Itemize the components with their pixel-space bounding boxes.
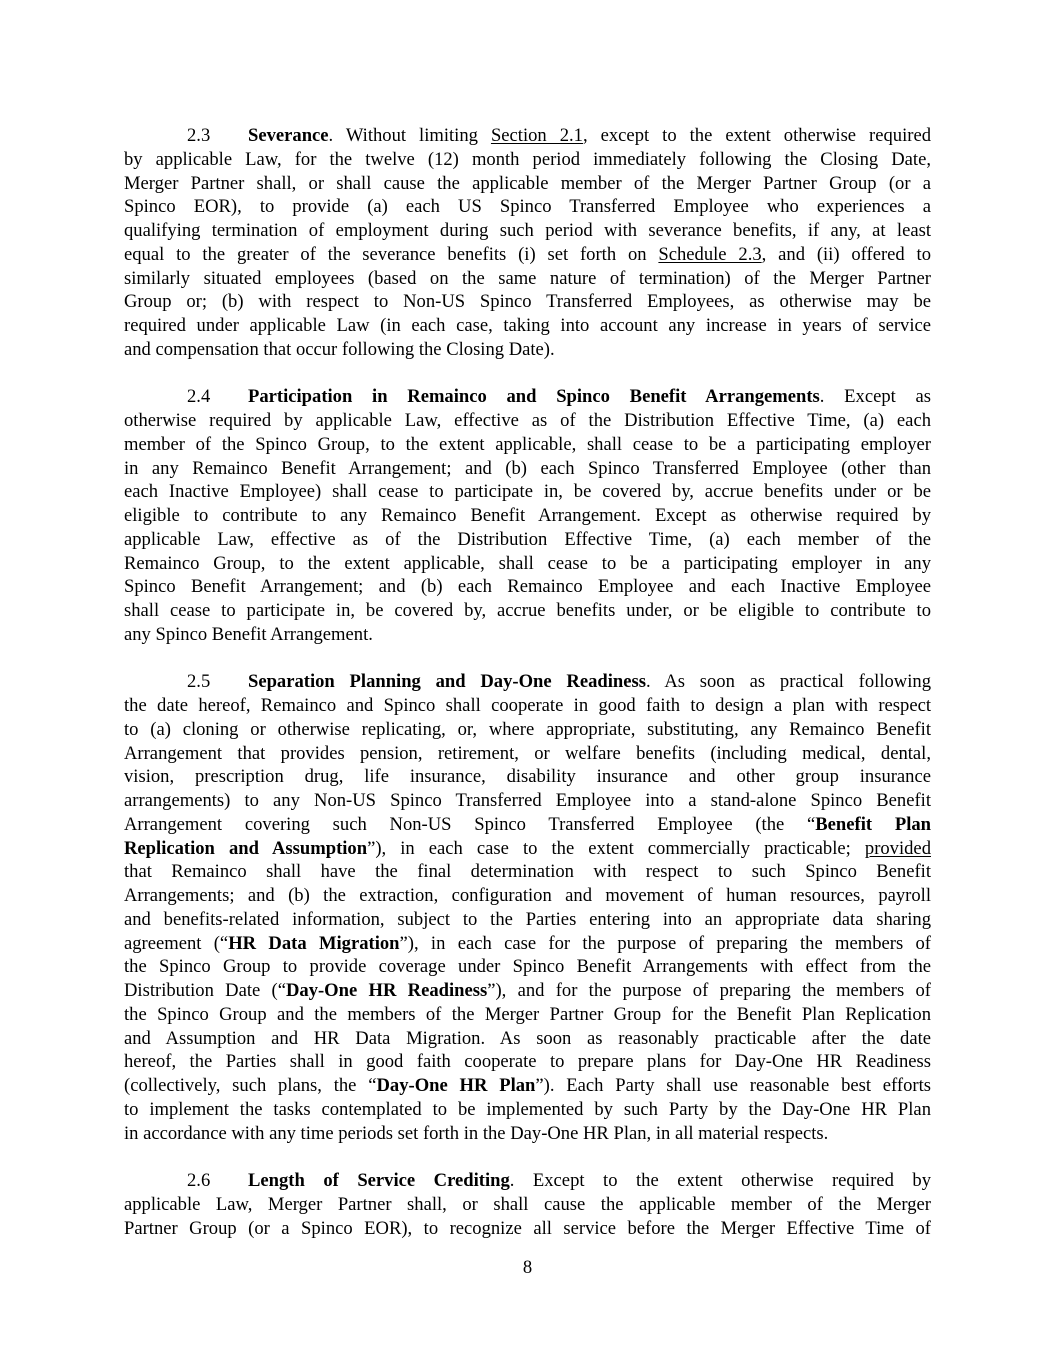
text-line (124, 1003, 931, 1027)
text-line (124, 1050, 931, 1074)
text-line (124, 789, 931, 813)
body-text: Arrangements; and (b) the extraction, configuration and movement of human resources, payroll (124, 885, 931, 906)
body-text: ”), in each case for the purpose of preparing the members of (399, 932, 931, 954)
body-text: any Spinco Benefit Arrangement. (124, 623, 373, 645)
body-text: shall cease to participate in, be covered by, accrue benefits under, or be eligible to contribute to (124, 600, 931, 621)
body-text: to implement the tasks contemplated to be implemented by such Party by the Day-One HR Plan (124, 1098, 931, 1120)
defined-term: HR Data Migration (228, 932, 400, 954)
body-text: vision, prescription drug, life insurance, disability insurance and other group insurance (124, 766, 931, 788)
body-text: required under applicable Law (in each case, taking into account any increase in years of service (124, 315, 931, 336)
text-line (124, 860, 931, 884)
section-heading: Severance (248, 125, 329, 146)
text-line (124, 409, 931, 433)
section-2-4 (124, 385, 931, 646)
text-line (124, 670, 931, 694)
body-text: ”). Each Party shall use reasonable best efforts (535, 1075, 931, 1096)
body-text: to (a) cloning or otherwise replicating, or, where appropriate, substituting, any Remainco Benefit (124, 718, 931, 740)
text-line (124, 243, 931, 267)
text-line (124, 623, 931, 647)
text-line (124, 148, 931, 172)
text-line (124, 1098, 931, 1122)
body-text: similarly situated employees (based on the same nature of termination) of the Merger Partner (124, 267, 931, 289)
body-text: Spinco EOR), to provide (a) each US Spinco Transferred Employee who experiences a (124, 196, 931, 218)
body-text: hereof, the Parties shall in good faith cooperate to prepare plans for Day-One HR Readiness (124, 1051, 931, 1073)
section-2-5 (124, 670, 931, 1145)
body-text: and benefits-related information, subject to the Parties entering into an appropriate data sharing (124, 908, 931, 930)
text-line (124, 457, 931, 481)
section-number: 2.3 (187, 125, 211, 146)
body-text: ”), and for the purpose of preparing the members of (487, 980, 931, 1001)
body-text: . As soon as practical following (645, 671, 931, 693)
text-line (124, 765, 931, 789)
body-text: , and (ii) offered to (761, 243, 932, 265)
body-text: Merger Partner shall, or shall cause the applicable member of the Merger Partner Group (or a (124, 172, 931, 194)
section-number: 2.4 (187, 386, 211, 408)
defined-term: Replication and Assumption (124, 837, 368, 859)
text-line (124, 267, 931, 291)
section-heading: Separation Planning and Day-One Readiness (248, 671, 646, 693)
text-line (124, 1027, 931, 1051)
cross-reference: provided (864, 837, 931, 859)
document-body (124, 124, 931, 1264)
text-line (124, 195, 931, 219)
body-text: Group or; (b) with respect to Non-US Spinco Transferred Employees, as otherwise may be (124, 291, 931, 313)
body-text: and Assumption and HR Data Migration. As soon as reasonably practicable after the date (124, 1027, 931, 1049)
text-line (124, 837, 931, 861)
body-text: Spinco Benefit Arrangement; and (b) each Remainco Employee and each Inactive Employee (124, 576, 931, 598)
text-line (124, 172, 931, 196)
text-line (124, 599, 931, 623)
body-text: qualifying termination of employment during such period with severance benefits, if any, at least (124, 220, 931, 241)
section-number: 2.6 (187, 1170, 211, 1191)
text-line (124, 552, 931, 576)
body-text: member of the Spinco Group, to the extent applicable, shall cease to be a participating employer (124, 433, 931, 455)
text-line (124, 504, 931, 528)
text-line (124, 124, 931, 148)
text-line (124, 314, 931, 338)
body-text: the Spinco Group to provide coverage under Spinco Benefit Arrangements with effect from the (124, 956, 931, 978)
body-text: . Without limiting (328, 125, 491, 146)
body-text: . Except to the extent otherwise required by (509, 1170, 931, 1191)
text-line (124, 742, 931, 766)
body-text: applicable Law, effective as of the Distribution Effective Time, (a) each member of the (124, 528, 931, 550)
body-text: . Except as (819, 386, 931, 408)
section-heading: Participation in Remainco and Spinco Benefit Arrangements (248, 386, 820, 408)
text-line (124, 955, 931, 979)
body-text: (collectively, such plans, the “ (124, 1075, 377, 1096)
section-heading: Length of Service Crediting (248, 1170, 510, 1191)
body-text: the Spinco Group and the members of the Merger Partner Group for the Benefit Plan Replication (124, 1003, 931, 1025)
text-line (124, 1074, 931, 1098)
text-line (124, 528, 931, 552)
text-line (124, 290, 931, 314)
text-line (124, 219, 931, 243)
body-text: ”), in each case to the extent commercially practicable; (367, 837, 865, 859)
text-line (124, 433, 931, 457)
section-2-6 (124, 1169, 931, 1240)
body-text: Arrangement covering such Non-US Spinco Transferred Employee (the “ (124, 813, 816, 835)
body-text: Partner Group (or a Spinco EOR), to recognize all service before the Merger Effective Time of (124, 1217, 931, 1239)
body-text: the date hereof, Remainco and Spinco shall cooperate in good faith to design a plan with respect (124, 695, 931, 716)
text-line (124, 480, 931, 504)
page-number: 8 (522, 1257, 533, 1278)
text-line (124, 694, 931, 718)
text-line (124, 1169, 931, 1193)
body-text: in accordance with any time periods set forth in the Day-One HR Plan, in all material respects. (124, 1122, 829, 1144)
body-text: Remainco Group, to the extent applicable, shall cease to be a participating employer in any (124, 552, 931, 574)
body-text: by applicable Law, for the twelve (12) month period immediately following the Closing Date, (124, 148, 931, 170)
body-text: equal to the greater of the severance benefits (i) set forth on (124, 243, 659, 265)
text-line (124, 932, 931, 956)
text-line (124, 884, 931, 908)
body-text: and compensation that occur following the Closing Date). (124, 338, 555, 360)
text-line (124, 1122, 931, 1146)
text-line (124, 1193, 931, 1217)
defined-term: Day-One HR Plan (376, 1075, 536, 1096)
body-text: , except to the extent otherwise required (582, 125, 932, 146)
text-line (124, 575, 931, 599)
body-text: applicable Law, Merger Partner shall, or shall cause the applicable member of the Merger (124, 1193, 931, 1215)
defined-term: Day-One HR Readiness (285, 980, 488, 1001)
body-text: each Inactive Employee) shall cease to participate in, be covered by, accrue benefits under or be (124, 481, 931, 503)
defined-term: Benefit Plan (815, 813, 932, 835)
section-2-3 (124, 124, 931, 362)
text-line (124, 979, 931, 1003)
body-text: in any Remainco Benefit Arrangement; and (b) each Spinco Transferred Employee (other than (124, 457, 931, 479)
text-line (124, 385, 931, 409)
text-line (124, 908, 931, 932)
text-line (124, 338, 931, 362)
body-text: eligible to contribute to any Remainco Benefit Arrangement. Except as otherwise required by (124, 505, 931, 526)
text-line (124, 718, 931, 742)
body-text: agreement (“ (124, 932, 229, 954)
body-text: arrangements) to any Non-US Spinco Transferred Employee into a stand-alone Spinco Benefit (124, 790, 931, 811)
body-text: Distribution Date (“ (124, 980, 286, 1001)
cross-reference: Schedule 2.3 (658, 243, 762, 265)
section-number: 2.5 (187, 671, 211, 693)
text-line (124, 1217, 931, 1241)
cross-reference: Section 2.1 (490, 125, 583, 146)
body-text: otherwise required by applicable Law, effective as of the Distribution Effective Time, (a) each (124, 410, 931, 431)
body-text: Arrangement that provides pension, retirement, or welfare benefits (including medical, dental, (124, 742, 931, 764)
text-line (124, 813, 931, 837)
body-text: that Remainco shall have the final determination with respect to such Spinco Benefit (124, 861, 931, 883)
